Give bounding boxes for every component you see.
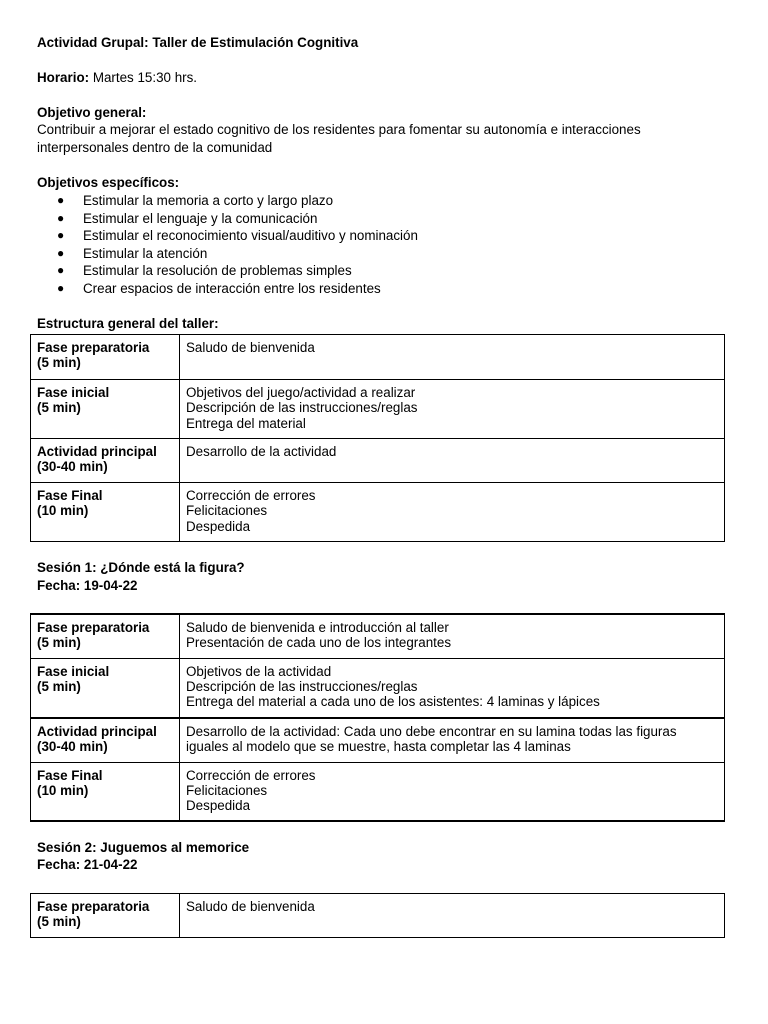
content-line: Despedida — [186, 518, 251, 534]
content-cell — [180, 718, 725, 762]
phase-duration: (5 min) — [37, 678, 81, 694]
phase-name: Fase inicial — [37, 663, 110, 679]
table-row — [31, 380, 725, 439]
list-item — [37, 280, 418, 298]
phase-name: Fase preparatoria — [37, 899, 150, 914]
schedule-line — [37, 69, 197, 86]
session1-table — [30, 613, 725, 822]
table-row — [31, 762, 725, 821]
list-item — [37, 227, 418, 245]
bullet-icon: ● — [57, 280, 65, 295]
phase-cell — [31, 380, 180, 439]
content-line: Felicitaciones — [186, 782, 268, 798]
session2-title: Sesión 2: Juguemos al memorice — [37, 840, 250, 855]
document-title: Actividad Grupal: Taller de Estimulación Cognitiva — [37, 35, 359, 50]
content-line: iguales al modelo que se muestre, hasta completar las 4 laminas — [186, 739, 571, 755]
phase-duration: (30-40 min) — [37, 739, 108, 755]
content-cell — [180, 483, 725, 542]
phase-duration: (30-40 min) — [37, 459, 108, 475]
content-line: Desarrollo de la actividad: Cada uno debe encontrar en su lamina todas las figuras — [186, 724, 677, 739]
content-line: Saludo de bienvenida e introducción al taller — [186, 620, 449, 635]
phase-name: Fase inicial — [37, 385, 110, 400]
phase-duration: (5 min) — [37, 914, 81, 930]
session1-title: Sesión 1: ¿Dónde está la figura? — [37, 560, 245, 575]
table-row — [31, 614, 725, 658]
list-item-text: Estimular la resolución de problemas simples — [83, 263, 352, 279]
general-objective-heading: Objetivo general: — [37, 105, 147, 120]
phase-cell — [31, 718, 180, 762]
content-line: Saludo de bienvenida — [186, 899, 315, 914]
phase-duration: (5 min) — [37, 635, 81, 651]
phase-cell — [31, 439, 180, 483]
content-line: Despedida — [186, 798, 251, 814]
phase-cell — [31, 483, 180, 542]
content-line: Desarrollo de la actividad — [186, 444, 337, 459]
phase-name: Actividad principal — [37, 724, 157, 739]
content-line: Presentación de cada uno de los integrantes — [186, 635, 452, 651]
content-line: Corrección de errores — [186, 767, 316, 783]
content-line: Saludo de bienvenida — [186, 340, 315, 355]
list-item-text: Estimular el lenguaje y la comunicación — [83, 210, 318, 226]
phase-cell — [31, 614, 180, 658]
phase-name: Fase preparatoria — [37, 620, 150, 635]
phase-name: Fase Final — [37, 767, 103, 783]
schedule-label: Horario: — [37, 70, 90, 85]
structure-table — [30, 334, 725, 542]
table-row — [31, 894, 725, 938]
phase-name: Fase Final — [37, 488, 103, 503]
content-cell — [180, 614, 725, 658]
bullet-icon: ● — [57, 263, 65, 278]
list-item — [37, 262, 418, 280]
phase-name: Actividad principal — [37, 444, 157, 459]
bullet-icon: ● — [57, 193, 65, 207]
content-line: Objetivos de la actividad — [186, 663, 332, 679]
content-line: Felicitaciones — [186, 503, 268, 519]
list-item-text: Estimular la memoria a corto y largo plazo — [83, 193, 334, 208]
content-cell — [180, 335, 725, 380]
content-cell — [180, 894, 725, 938]
table-row — [31, 483, 725, 542]
phase-duration: (10 min) — [37, 503, 89, 519]
list-item — [37, 192, 418, 210]
schedule-value: Martes 15:30 hrs. — [89, 70, 198, 85]
list-item-text: Estimular la atención — [83, 245, 208, 261]
content-line: Corrección de errores — [186, 488, 316, 503]
general-objective-text — [37, 121, 727, 157]
table-row — [31, 718, 725, 762]
content-cell — [180, 439, 725, 483]
phase-cell — [31, 762, 180, 821]
phase-duration: (5 min) — [37, 400, 81, 416]
table-row — [31, 335, 725, 380]
list-item-text: Estimular el reconocimiento visual/auditivo y nominación — [83, 228, 418, 244]
session1-date: Fecha: 19-04-22 — [37, 578, 138, 593]
phase-name: Fase preparatoria — [37, 340, 150, 355]
content-line: Descripción de las instrucciones/reglas — [186, 678, 418, 694]
phase-duration: (5 min) — [37, 355, 81, 371]
general-objective-line: Contribuir a mejorar el estado cognitivo de los residentes para fomentar su autonomía e interacciones — [37, 122, 641, 137]
session2-table — [30, 893, 725, 938]
content-line: Entrega del material — [186, 415, 306, 431]
structure-heading: Estructura general del taller: — [37, 316, 219, 331]
content-cell — [180, 380, 725, 439]
bullet-icon: ● — [57, 245, 65, 260]
content-cell — [180, 762, 725, 821]
general-objective-line: interpersonales dentro de la comunidad — [37, 140, 273, 155]
phase-cell — [31, 894, 180, 938]
list-item — [37, 210, 418, 228]
bullet-icon: ● — [57, 228, 65, 243]
content-line: Objetivos del juego/actividad a realizar — [186, 385, 416, 400]
bullet-icon: ● — [57, 210, 65, 225]
list-item — [37, 245, 418, 263]
phase-duration: (10 min) — [37, 782, 89, 798]
phase-cell — [31, 335, 180, 380]
list-item-text: Crear espacios de interacción entre los residentes — [83, 280, 381, 296]
session2-date: Fecha: 21-04-22 — [37, 857, 138, 872]
table-row — [31, 658, 725, 718]
table-row — [31, 439, 725, 483]
specific-objectives-heading: Objetivos específicos: — [37, 175, 180, 190]
specific-objectives-list — [37, 192, 418, 298]
content-cell — [180, 658, 725, 718]
content-line: Entrega del material a cada uno de los asistentes: 4 laminas y lápices — [186, 694, 600, 710]
phase-cell — [31, 658, 180, 718]
content-line: Descripción de las instrucciones/reglas — [186, 400, 418, 416]
